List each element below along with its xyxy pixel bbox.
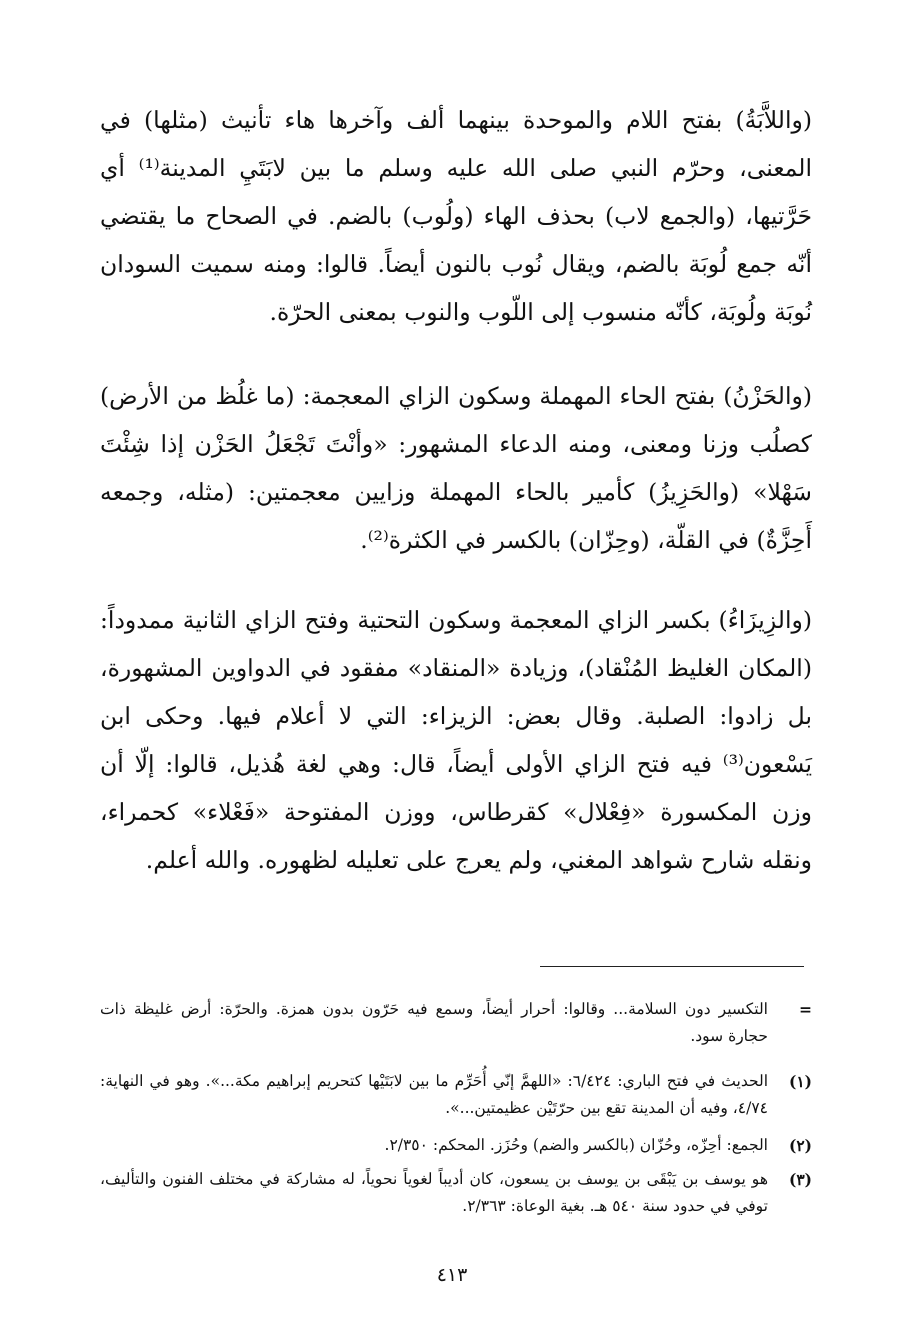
paragraph-zizaa: (والزِيزَاءُ) بكسر الزاي المعجمة وسكون التحتية وفتح الزاي الثانية ممدوداً: (المكان الغليظ المُنْقاد)، وزيادة «المنقاد» مفقود في الدواوين المشهورة، بل زادوا: الصلبة. وقال بعض: الزيزاء: التي لا أعلام فيها. وحكى ابن يَسْعون⁽³⁾ فيه فتح الزاي الأولى أيضاً، قال: وهي لغة هُذيل، قالوا: إلّا أن وزن المكسورة «فِعْلال» كقرطاس، ووزن المفتوحة «فَعْلاء» كحمراء، ونقله شارح شواهد المغني، ولم يعرج على تعليله لظهوره. والله أعلم. [100, 606, 812, 874]
footnote-continuation [100, 996, 812, 1050]
footnote-text: التكسير دون السلامة... وقالوا: أحرار أيضاً، وسمع فيه حَرّون بدون همزة. والحرّة: أرض غليظة ذات حجارة سود. [100, 1000, 768, 1045]
footnote-mark: (٣) [788, 1170, 812, 1189]
footnote-3 [100, 1166, 812, 1220]
footnote-separator [540, 966, 804, 967]
footnote-mark: = [799, 1000, 812, 1019]
footnote-1 [100, 1068, 812, 1122]
paragraph-hazn: (والحَزْنُ) بفتح الحاء المهملة وسكون الزاي المعجمة: (ما غلُظ من الأرض) كصلُب وزنا ومعنى، ومنه الدعاء المشهور: «وأنْتَ تَجْعَلُ الحَزْن إذا شِئْتَ سَهْلا» (والحَزِيزُ) كأمير بالحاء المهملة وزايين معجمتين: (مثله، وجمعه أَحِزَّةٌ) في القلّة، (وحِزّان) بالكسر في الكثرة⁽²⁾. [100, 382, 812, 554]
footnote-2 [100, 1132, 812, 1159]
page-number: ٤١٣ [436, 1264, 468, 1286]
footnote-mark: (١) [788, 1072, 812, 1091]
footnote-text: الجمع: أحِزّه، وحُزّان (بالكسر والضم) وحُزَز. المحكم: ٢/٣٥٠. [384, 1136, 768, 1154]
paragraph-laba: (واللاَّبَةُ) بفتح اللام والموحدة بينهما ألف وآخرها هاء تأنيث (مثلها) في المعنى، وحرّم النبي صلى الله عليه وسلم ما بين لابَتَيِ المدينة⁽¹⁾ أي حَرَّتيها، (والجمع لاب) بحذف الهاء (ولُوب) بالضم. في الصحاح ما يقتضي أنّه جمع لُوبَة بالضم، ويقال نُوب بالنون أيضاً. قالوا: ومنه سميت السودان نُوبَة ولُوبَة، كأنّه منسوب إلى اللّوب والنوب بمعنى الحرّة. [100, 106, 812, 326]
footnote-text: الحديث في فتح الباري: ٦/٤٢٤: «اللهمَّ إنّي أُحَرِّم ما بين لابَتَيْها كتحريم إبراهيم مكة...». وهو في النهاية: ٤/٧٤، وفيه أن المدينة تقع بين حرّتَيْن عظيمتين...». [100, 1072, 768, 1117]
footnote-mark: (٢) [788, 1136, 812, 1155]
footnote-text: هو يوسف بن يَبْقَى بن يوسف بن يسعون، كان أديباً لغوياً نحوياً، له مشاركة في مختلف الفنون والتأليف، توفي في حدود سنة ٥٤٠ هـ. بغية الوعاة: ٢/٣٦٣. [100, 1170, 768, 1215]
